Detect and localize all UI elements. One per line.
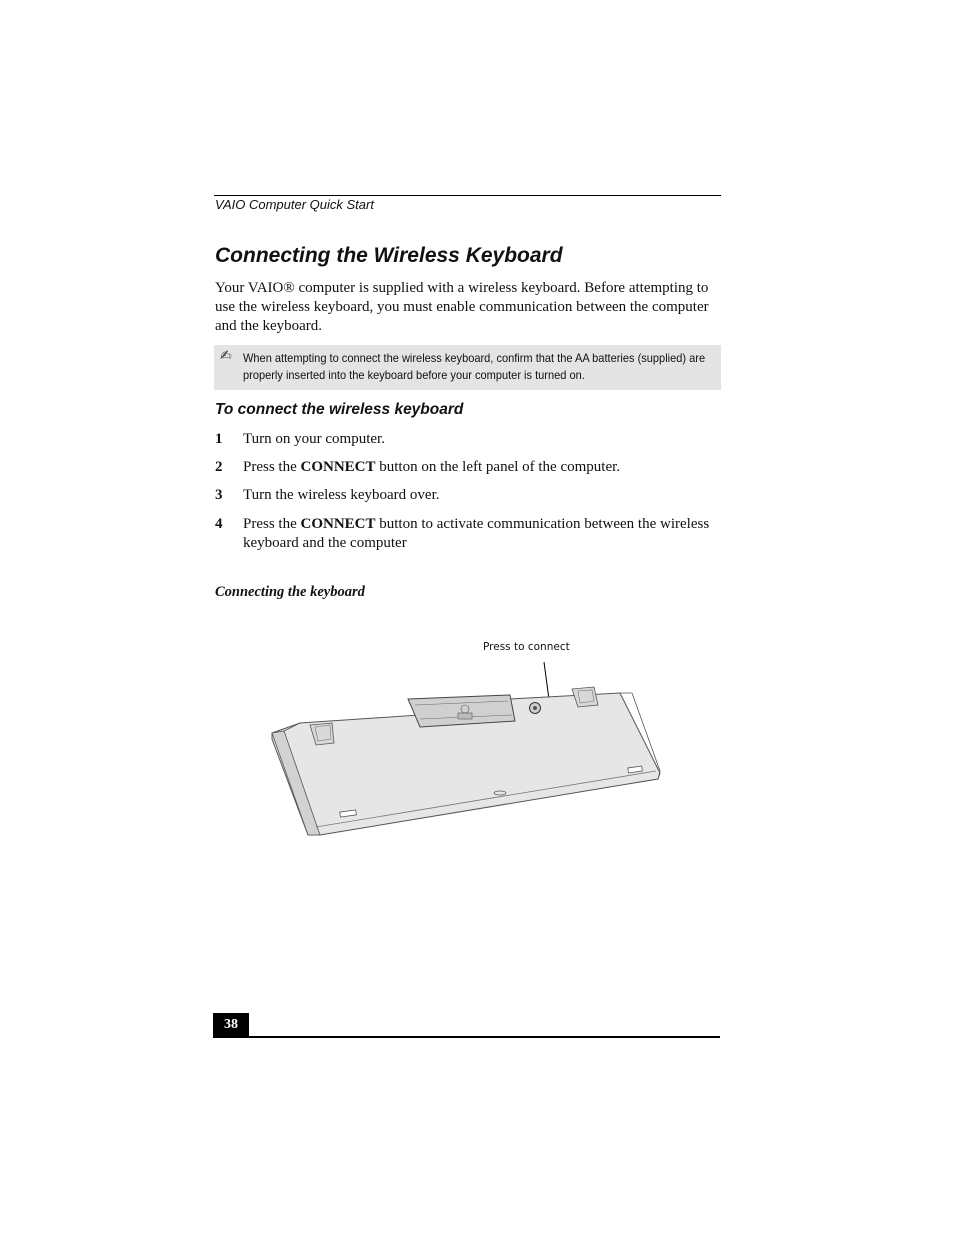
step-number: 2 bbox=[215, 459, 223, 475]
figure-caption: Connecting the keyboard bbox=[215, 584, 365, 600]
step-text: Turn the wireless keyboard over. bbox=[243, 487, 440, 503]
running-header: VAIO Computer Quick Start bbox=[215, 197, 374, 212]
page-title: Connecting the Wireless Keyboard bbox=[215, 244, 563, 267]
header-rule bbox=[214, 195, 721, 196]
page-number: 38 bbox=[213, 1013, 249, 1036]
step-text: button to activate communication between the wireless keyboard and the computer bbox=[243, 516, 710, 551]
note-text: When attempting to connect the wireless keyboard, confirm that the AA batteries (supplied) are properly inserted into the keyboard before your computer is turned on. bbox=[243, 351, 706, 382]
step-list bbox=[215, 430, 715, 553]
step-text: button on the left panel of the computer. bbox=[375, 459, 621, 475]
note-box bbox=[214, 345, 721, 390]
step-item bbox=[215, 458, 715, 477]
connect-keyword: CONNECT bbox=[300, 516, 376, 532]
step-item bbox=[215, 515, 715, 553]
procedure-heading: To connect the wireless keyboard bbox=[215, 401, 464, 418]
callout-label: Press to connect bbox=[483, 641, 570, 653]
step-item bbox=[215, 430, 715, 449]
intro-paragraph: Your VAIO® computer is supplied with a wireless keyboard. Before attempting to use the wireless keyboard, you must enable communication between the computer and the keyboard. bbox=[215, 280, 709, 334]
pencil-note-icon: ✍ bbox=[220, 348, 232, 364]
step-item bbox=[215, 486, 715, 505]
step-text: Turn on your computer. bbox=[243, 431, 385, 447]
step-number: 3 bbox=[215, 487, 223, 503]
keyboard-underside-illustration bbox=[260, 635, 680, 850]
footer-rule bbox=[213, 1036, 720, 1038]
connect-keyword: CONNECT bbox=[300, 459, 376, 475]
step-number: 1 bbox=[215, 431, 223, 447]
keyboard-figure bbox=[260, 635, 680, 850]
step-text: Press the bbox=[243, 516, 301, 532]
step-text: Press the bbox=[243, 459, 301, 475]
step-number: 4 bbox=[215, 516, 223, 532]
